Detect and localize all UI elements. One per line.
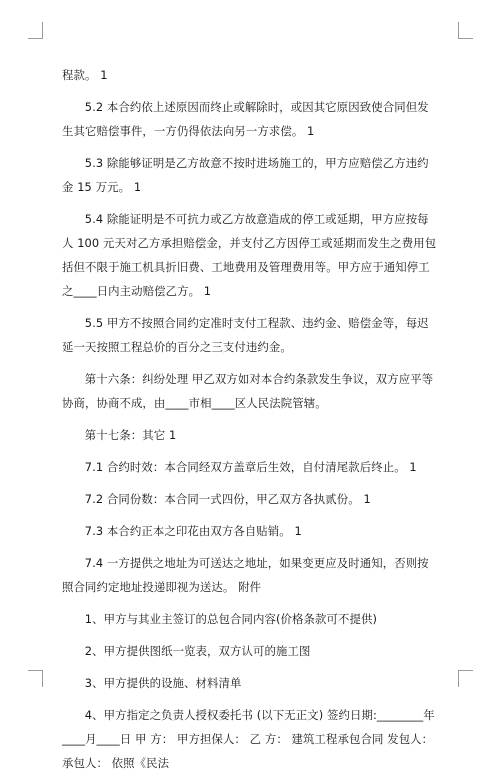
article-17: 第十七条：其它 1: [84, 428, 177, 442]
paragraph-continuation: 程款。 1: [62, 68, 108, 82]
crop-mark-top-right: [458, 22, 473, 39]
attachment-1: 1、甲方与其业主签订的总包合同内容(价格条款可不提供): [84, 612, 378, 626]
clause-5-5: 5.5 甲方不按照合同约定准时支付工程款、违约金、赔偿金等，每迟延一天按照工程总价的百分之三支付违约金。: [62, 316, 429, 354]
article-16: 第十六条：纠纷处理 甲乙双方如对本合约条款发生争议，双方应平等协商，协商不成，由____市相____区人民法院管辖。: [62, 372, 434, 410]
crop-mark-bottom-left: [28, 670, 43, 687]
attachment-3: 3、甲方提供的设施、材料清单: [84, 676, 242, 690]
clause-7-2: 7.2 合同份数：本合同一式四份，甲乙双方各执贰份。 1: [84, 492, 371, 506]
attachment-4-signature: 4、甲方指定之负责人授权委托书 (以下无正文) 签约日期:________年____月____日 甲 方： 甲方担保人： 乙 方： 建筑工程承包合同 发包人： 承包人： 依照《民法: [62, 708, 437, 770]
attachment-2: 2、甲方提供图纸一览表，双方认可的施工图: [84, 644, 311, 658]
clause-5-2: 5.2 本合约依上述原因而终止或解除时，或因其它原因致使合同但发生其它赔偿事件，一方仍得依法向另一方求偿。 1: [62, 100, 429, 138]
clause-7-4: 7.4 一方提供之地址为可送达之地址，如果变更应及时通知，否则按照合同约定地址投递即视为送达。 附件: [62, 556, 429, 594]
document-page: [62, 63, 440, 783]
clause-7-1: 7.1 合约时效：本合同经双方盖章后生效，自付清尾款后终止。 1: [84, 460, 417, 474]
clause-5-4: 5.4 除能证明是不可抗力或乙方故意造成的停工或延期，甲方应按每人 100 元天对乙方承担赔偿金，并支付乙方因停工或延期而发生之费用包括但不限于施工机具折旧费、工地费用及管理费用等。甲方应于通知停工之____日内主动赔偿乙方。 1: [62, 212, 437, 298]
crop-mark-bottom-right: [458, 670, 473, 687]
crop-mark-top-left: [28, 22, 43, 39]
clause-7-3: 7.3 本合约正本之印花由双方各自贴销。 1: [84, 524, 302, 538]
clause-5-3: 5.3 除能够证明是乙方故意不按时进场施工的，甲方应赔偿乙方违约金 15 万元。 1: [62, 156, 429, 194]
